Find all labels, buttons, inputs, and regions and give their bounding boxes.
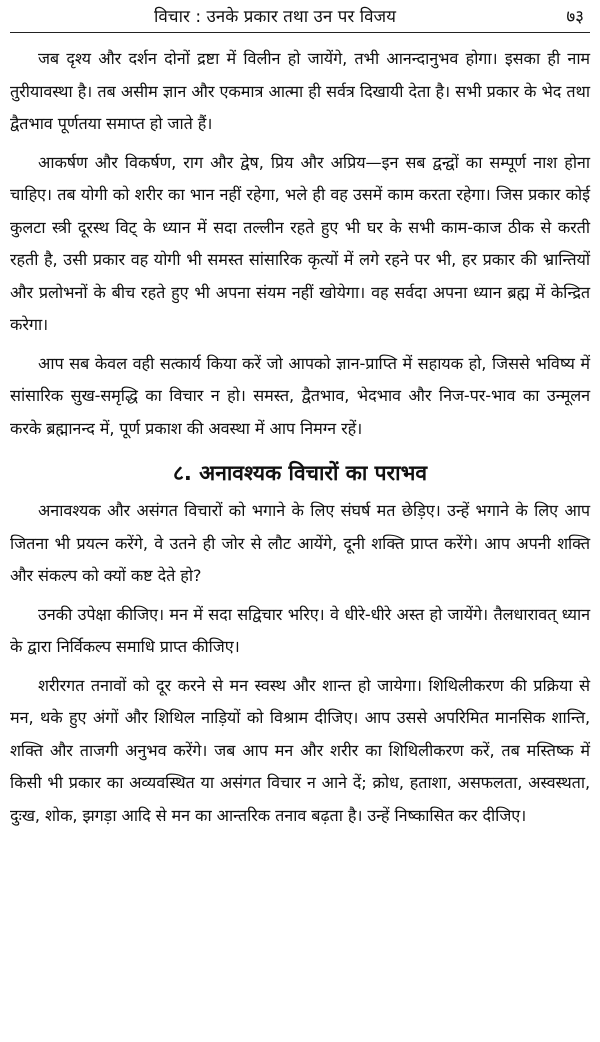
paragraph-sangharsh: अनावश्यक और असंगत विचारों को भगाने के लिए संघर्ष मत छेड़िए। उन्हें भगाने के लिए आप जितना भी प्रयत्न करेंगे, वे उतने ही जोर से लौट आयेंगे, दूनी शक्ति प्राप्त करेंगे। आप अपनी शक्ति और संकल्प को क्यों कष्ट देते हो? [10, 501, 590, 585]
paragraph-shithilikaran: शरीरगत तनावों को दूर करने से मन स्वस्थ और शान्त हो जायेगा। शिथिलीकरण की प्रक्रिया से मन, थके हुए अंगों और शिथिल नाड़ियों को विश्राम दीजिए। आप उससे अपरिमित मानसिक शान्ति, शक्ति और ताजगी अनुभव करेंगे। जब आप मन और शरीर का शिथिलीकरण करें, तब मस्तिष्क में किसी भी प्रकार का अव्यवस्थित या असंगत विचार न आने दें; क्रोध, हताशा, असफलता, अस्वस्थता, दुःख, शोक, झगड़ा आदि से मन का आन्तरिक तनाव बढ़ता है। उन्हें निष्कासित कर दीजिए। [10, 675, 590, 825]
running-title: विचार : उनके प्रकार तथा उन पर विजय [153, 7, 397, 27]
running-header [10, 6, 590, 33]
paragraph-satkarya: आप सब केवल वही सत्कार्य किया करें जो आपको ज्ञान-प्राप्ति में सहायक हो, जिससे भविष्य में सांसारिक सुख-समृद्धि का विचार न हो। समस्त, द्वैतभाव, भेदभाव और निज-पर-भाव का उन्मूलन करके ब्रह्मानन्द में, पूर्ण प्रकाश की अवस्था में आप निमग्न रहें। [10, 353, 590, 438]
paragraph-dvandva: आकर्षण और विकर्षण, राग और द्वेष, प्रिय और अप्रिय—इन सब द्वन्द्वों का सम्पूर्ण नाश होना चाहिए। तब योगी को शरीर का भान नहीं रहेगा, भले ही वह उसमें काम करता रहेगा। जिस प्रकार कोई कुलटा स्त्री दूरस्थ विट् के ध्यान में सदा तल्लीन रहते हुए भी घर के सभी काम-काज ठीक से करती रहती है, उसी प्रकार वह योगी भी समस्त सांसारिक कृत्यों में लगे रहने पर भी, हर प्रकार की भ्रान्तियों और प्रलोभनों के बीच रहते हुए भी अपना संयम नहीं खोयेगा। वह सर्वदा अपना ध्यान ब्रह्म में केन्द्रित करेगा। [10, 152, 590, 334]
page-number: ७३ [566, 7, 584, 27]
section-heading: ८. अनावश्यक विचारों का पराभव [172, 461, 428, 485]
paragraph-turiya: जब दृश्य और दर्शन दोनों द्रष्टा में विलीन हो जायेंगे, तभी आनन्दानुभव होगा। इसका ही नाम तुरीयावस्था है। तब असीम ज्ञान और एकमात्र आत्मा ही सर्वत्र दिखायी देता है। सभी प्रकार के भेद तथा द्वैतभाव पूर्णतया समाप्त हो जाते हैं। [10, 49, 590, 133]
paragraph-upeksha: उनकी उपेक्षा कीजिए। मन में सदा सद्विचार भरिए। वे धीरे-धीरे अस्त हो जायेंगे। तैलधारावत् ध्यान के द्वारा निर्विकल्प समाधि प्राप्त कीजिए। [10, 604, 590, 656]
